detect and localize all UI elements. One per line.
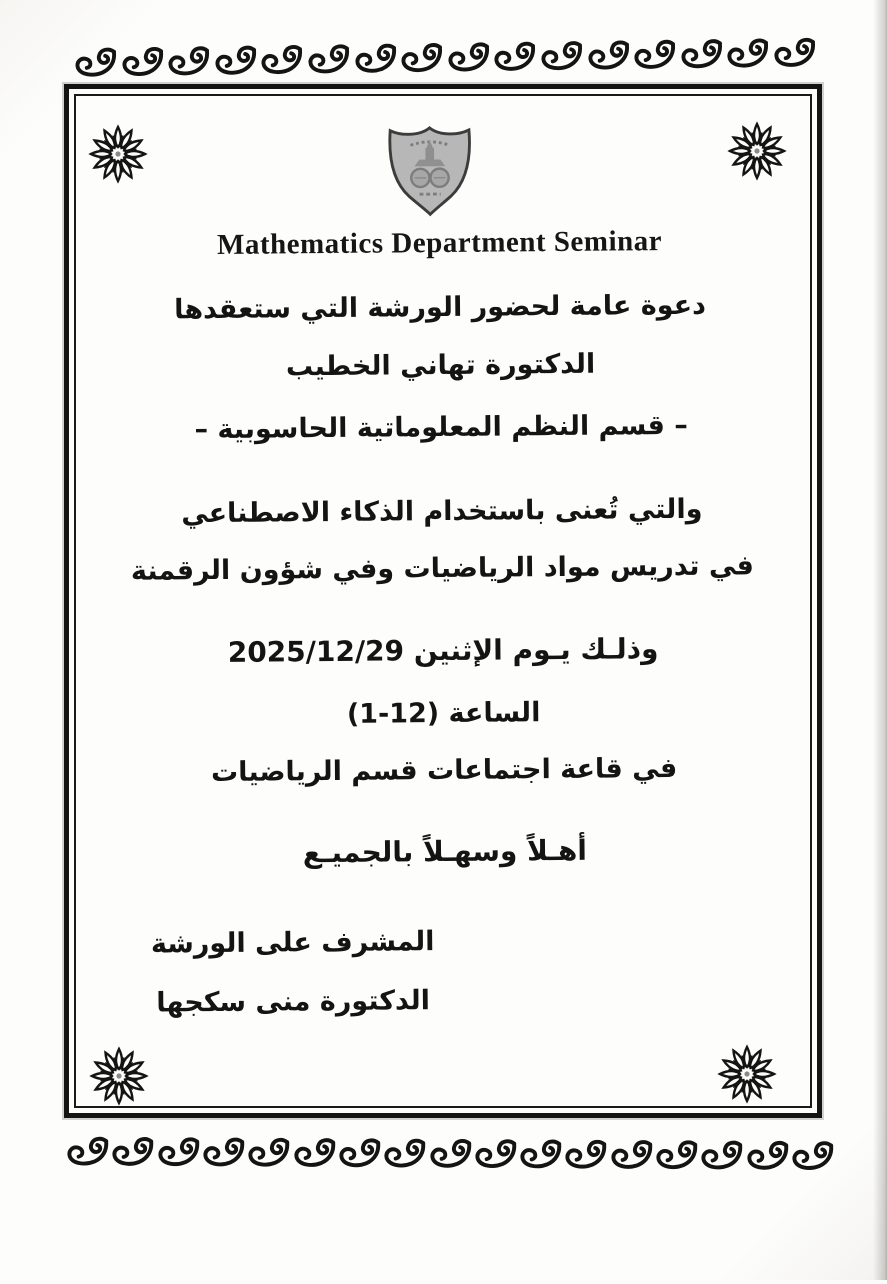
date-line: وذلـك يـوم الإثنين 2025/12/29 <box>227 632 659 669</box>
time-line: الساعة (12-1) <box>346 697 541 730</box>
speaker-name-line: الدكتورة تهاني الخطيب <box>285 348 596 383</box>
venue-line: في قاعة اجتماعات قسم الرياضيات <box>210 752 678 789</box>
invitation-opening-line: دعوة عامة لحضور الورشة التي ستعقدها <box>174 289 707 326</box>
signature-block <box>98 926 489 1019</box>
supervisor-name-line: الدكتورة منى سكجها <box>156 985 431 1019</box>
workshop-topic-line-2: في تدريس مواد الرياضيات وفي شؤون الرقمنة <box>130 550 755 587</box>
workshop-topic-line-1: والتي تُعنى باستخدام الذكاء الاصطناعي <box>181 493 703 530</box>
scroll-ornament-border-bottom <box>64 1130 834 1179</box>
supervisor-title-line: المشرف على الورشة <box>150 926 435 960</box>
welcome-line: أهـلاً وسهـلاً بالجميـع <box>302 833 588 870</box>
seminar-title-english: Mathematics Department Seminar <box>216 225 663 261</box>
department-line: – قسم النظم المعلوماتية الحاسوبية – <box>194 409 688 446</box>
university-emblem-icon <box>381 122 478 221</box>
